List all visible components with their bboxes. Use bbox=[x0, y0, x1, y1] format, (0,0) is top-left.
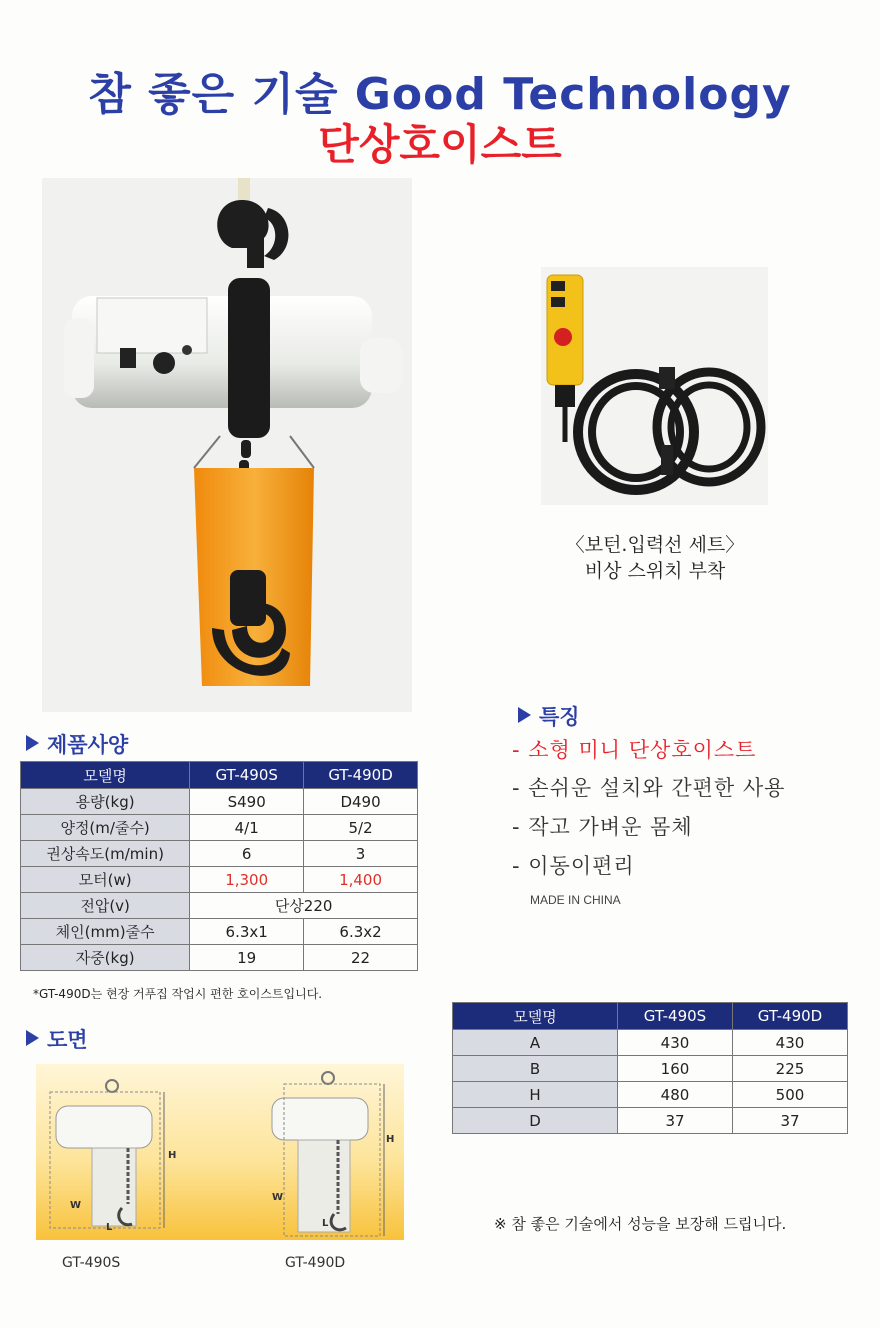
cell: 1,300 bbox=[190, 867, 304, 893]
table-row bbox=[21, 789, 418, 815]
triangle-bullet-icon bbox=[26, 1030, 39, 1046]
feature-item: - 이동이편리 bbox=[512, 854, 635, 878]
drawing-heading: 도면 bbox=[26, 1024, 88, 1054]
row-label: 체인(mm)줄수 bbox=[21, 919, 190, 945]
row-label: 모터(w) bbox=[21, 867, 190, 893]
cell: 6.3x2 bbox=[304, 919, 418, 945]
column-header: GT-490D bbox=[304, 762, 418, 789]
spec-note: *GT-490D는 현장 거푸집 작업시 편한 호이스트입니다. bbox=[33, 987, 323, 1001]
row-label: 자중(kg) bbox=[21, 945, 190, 971]
table-row bbox=[21, 919, 418, 945]
dimension-table bbox=[452, 1002, 848, 1134]
column-header: 모델명 bbox=[453, 1003, 618, 1030]
spec-heading: 제품사양 bbox=[26, 729, 128, 759]
column-header: 모델명 bbox=[21, 762, 190, 789]
table-row bbox=[21, 815, 418, 841]
cell: 6.3x1 bbox=[190, 919, 304, 945]
table-row bbox=[21, 893, 418, 919]
table-row bbox=[453, 1108, 848, 1134]
hoist-490d-sketch bbox=[272, 1072, 384, 1236]
feature-item: - 손쉬운 설치와 간편한 사용 bbox=[512, 776, 786, 800]
pendant-caption-line1: 〈보턴.입력선 세트〉 bbox=[565, 534, 745, 556]
pendant-photo bbox=[541, 267, 768, 505]
model-label-490s: GT-490S bbox=[62, 1255, 121, 1271]
feature-item: - 소형 미니 단상호이스트 bbox=[512, 738, 757, 762]
cell: 430 bbox=[618, 1030, 733, 1056]
dimension-l-label: L bbox=[106, 1222, 113, 1233]
table-header-row bbox=[453, 1003, 848, 1030]
spec-table bbox=[20, 761, 418, 971]
row-label: 용량(kg) bbox=[21, 789, 190, 815]
row-label: H bbox=[453, 1082, 618, 1108]
cell: 37 bbox=[732, 1108, 847, 1134]
dimension-drawing bbox=[36, 1064, 404, 1240]
model-label-490d: GT-490D bbox=[285, 1255, 346, 1271]
hoist-photo bbox=[42, 178, 412, 712]
made-in-label: MADE IN CHINA bbox=[530, 893, 621, 907]
column-header: GT-490D bbox=[732, 1003, 847, 1030]
dimension-w-label: W bbox=[272, 1192, 284, 1203]
guarantee-note: ※ 참 좋은 기술에서 성능을 보장해 드립니다. bbox=[494, 1215, 787, 1233]
table-header-row bbox=[21, 762, 418, 789]
cell: 160 bbox=[618, 1056, 733, 1082]
cell: D490 bbox=[304, 789, 418, 815]
column-header: GT-490S bbox=[190, 762, 304, 789]
cell: 5/2 bbox=[304, 815, 418, 841]
product-subtitle: 단상호이스트 bbox=[318, 120, 562, 169]
pendant-caption-line2: 비상 스위치 부착 bbox=[584, 560, 726, 582]
row-label: 전압(v) bbox=[21, 893, 190, 919]
page-title: 참 좋은 기술 Good Technology bbox=[88, 69, 792, 120]
cell: 37 bbox=[618, 1108, 733, 1134]
table-row bbox=[453, 1082, 848, 1108]
cell: 480 bbox=[618, 1082, 733, 1108]
table-row bbox=[453, 1056, 848, 1082]
row-label: A bbox=[453, 1030, 618, 1056]
cell: 3 bbox=[304, 841, 418, 867]
cell: 1,400 bbox=[304, 867, 418, 893]
cell: 단상220 bbox=[190, 893, 418, 919]
table-row bbox=[453, 1030, 848, 1056]
cell: S490 bbox=[190, 789, 304, 815]
table-row bbox=[21, 841, 418, 867]
row-label: B bbox=[453, 1056, 618, 1082]
dimension-h-label: H bbox=[386, 1134, 395, 1145]
dimension-h-label: H bbox=[168, 1150, 177, 1161]
cell: 19 bbox=[190, 945, 304, 971]
cell: 430 bbox=[732, 1030, 847, 1056]
column-header: GT-490S bbox=[618, 1003, 733, 1030]
feature-item: - 작고 가벼운 몸체 bbox=[512, 815, 693, 839]
cell: 4/1 bbox=[190, 815, 304, 841]
table-row bbox=[21, 867, 418, 893]
hoist-490s-sketch bbox=[50, 1080, 164, 1228]
features-heading: 특징 bbox=[518, 701, 580, 731]
cell: 500 bbox=[732, 1082, 847, 1108]
row-label: D bbox=[453, 1108, 618, 1134]
dimension-l-label: L bbox=[322, 1218, 329, 1229]
cell: 22 bbox=[304, 945, 418, 971]
row-label: 양정(m/줄수) bbox=[21, 815, 190, 841]
dimension-w-label: W bbox=[70, 1200, 82, 1211]
cell: 225 bbox=[732, 1056, 847, 1082]
cell: 6 bbox=[190, 841, 304, 867]
triangle-bullet-icon bbox=[26, 735, 39, 751]
table-row bbox=[21, 945, 418, 971]
row-label: 권상속도(m/min) bbox=[21, 841, 190, 867]
triangle-bullet-icon bbox=[518, 707, 531, 723]
